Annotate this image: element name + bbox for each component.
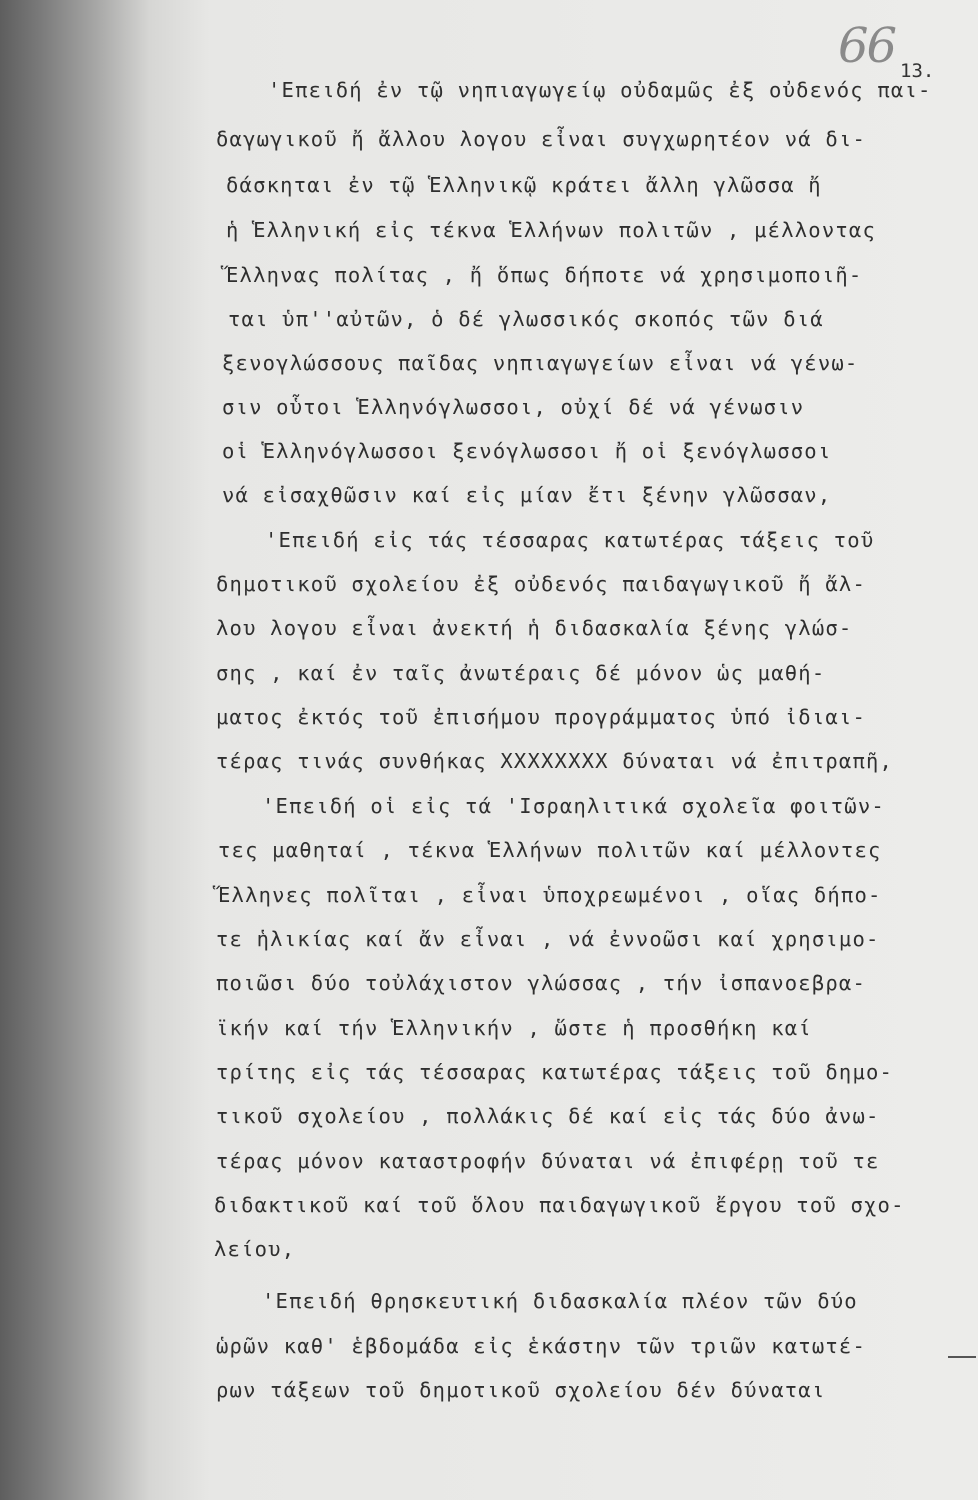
text-line: ἡ Ἑλληνική εἰς τέκνα Ἑλλήνων πολιτῶν , μέλλοντας [226,218,877,242]
text-line: τέρας μόνον καταστροφήν δύναται νά ἐπιφέρῃ τοῦ τε [216,1149,880,1173]
text-line: λείου, [214,1237,296,1261]
text-line: ται ὑπ''αὐτῶν, ὁ δέ γλωσσικός σκοπός τῶν διά [228,307,824,331]
text-line: ϊκήν καί τήν Ἑλληνικήν , ὥστε ἡ προσθήκη καί [216,1016,812,1040]
text-line: ρων τάξεων τοῦ δημοτικοῦ σχολείου δέν δύναται [216,1378,826,1402]
text-line: δημοτικοῦ σχολείου ἐξ οὐδενός παιδαγωγικοῦ ἤ ἄλ- [216,572,867,596]
text-line: ξενογλώσσους παῖδας νηπιαγωγείων εἶναι νά γένω- [222,351,859,375]
text-line: σης , καί ἐν ταῖς ἀνωτέραις δέ μόνον ὡς μαθή- [216,661,826,685]
margin-mark [948,1356,976,1358]
handwritten-page-number: 66 [838,18,896,74]
text-line: δάσκηται ἐν τῷ Ἑλληνικῷ κράτει ἄλλη γλῶσσα ἤ [226,173,822,197]
text-line: ματος ἐκτός τοῦ ἐπισήμου προγράμματος ὑπό ἰδιαι- [216,705,867,729]
text-line: Ἕλληνες πολῖται , εἶναι ὑποχρεωμένοι , οἵας δήπο- [218,883,882,907]
text-line: νά εἰσαχθῶσιν καί εἰς μίαν ἔτι ξένην γλῶσσαν, [222,483,832,507]
text-line: λου λογου εἶναι ἀνεκτή ἡ διδασκαλία ξένης γλώσ- [216,616,853,640]
text-line: τικοῦ σχολείου , πολλάκις δέ καί εἰς τάς δύο ἀνω- [216,1104,880,1128]
text-line: Ἕλληνας πολίτας , ἤ ὅπως δήποτε νά χρησιμοποιῆ- [226,263,863,287]
text-line: διδακτικοῦ καί τοῦ ὅλου παιδαγωγικοῦ ἔργου τοῦ σχο- [214,1193,905,1217]
text-line: 'Επειδή ἐν τῷ νηπιαγωγείῳ οὐδαμῶς ἐξ οὐδενός παι- [268,78,932,102]
text-line: τρίτης εἰς τάς τέσσαρας κατωτέρας τάξεις τοῦ δημο- [216,1060,894,1084]
page-number: 13. [900,60,935,82]
text-line: σιν οὗτοι Ἑλληνόγλωσσοι, οὐχί δέ νά γένωσιν [222,395,805,419]
text-line: τε ἡλικίας καί ἄν εἶναι , νά ἐννοῶσι καί χρησιμο- [216,927,880,951]
text-line: ὡρῶν καθ' ἑβδομάδα εἰς ἑκάστην τῶν τριῶν κατωτέ- [216,1334,867,1358]
text-line: οἱ Ἑλληνόγλωσσοι ξενόγλωσσοι ἤ οἱ ξενόγλωσσοι [222,439,832,463]
text-line: ποιῶσι δύο τοὐλάχιστον γλώσσας , τήν ἰσπανοεβρα- [216,971,867,995]
text-line: 'Επειδή θρησκευτική διδασκαλία πλέον τῶν δύο [262,1289,858,1313]
text-line: τες μαθηταί , τέκνα Ἑλλήνων πολιτῶν καί μέλλοντες [218,838,882,862]
text-line: 'Επειδή οἱ εἰς τά 'Ισραηλιτικά σχολεῖα φοιτῶν- [262,794,885,818]
text-line: δαγωγικοῦ ἤ ἄλλου λογου εἶναι συγχωρητέον νά δι- [216,127,867,151]
text-line: 'Επειδή εἰς τάς τέσσαρας κατωτέρας τάξεις τοῦ [265,528,875,552]
text-line: τέρας τινάς συνθήκας XXXXXXXX δύναται νά ἐπιτραπῆ, [216,749,894,773]
